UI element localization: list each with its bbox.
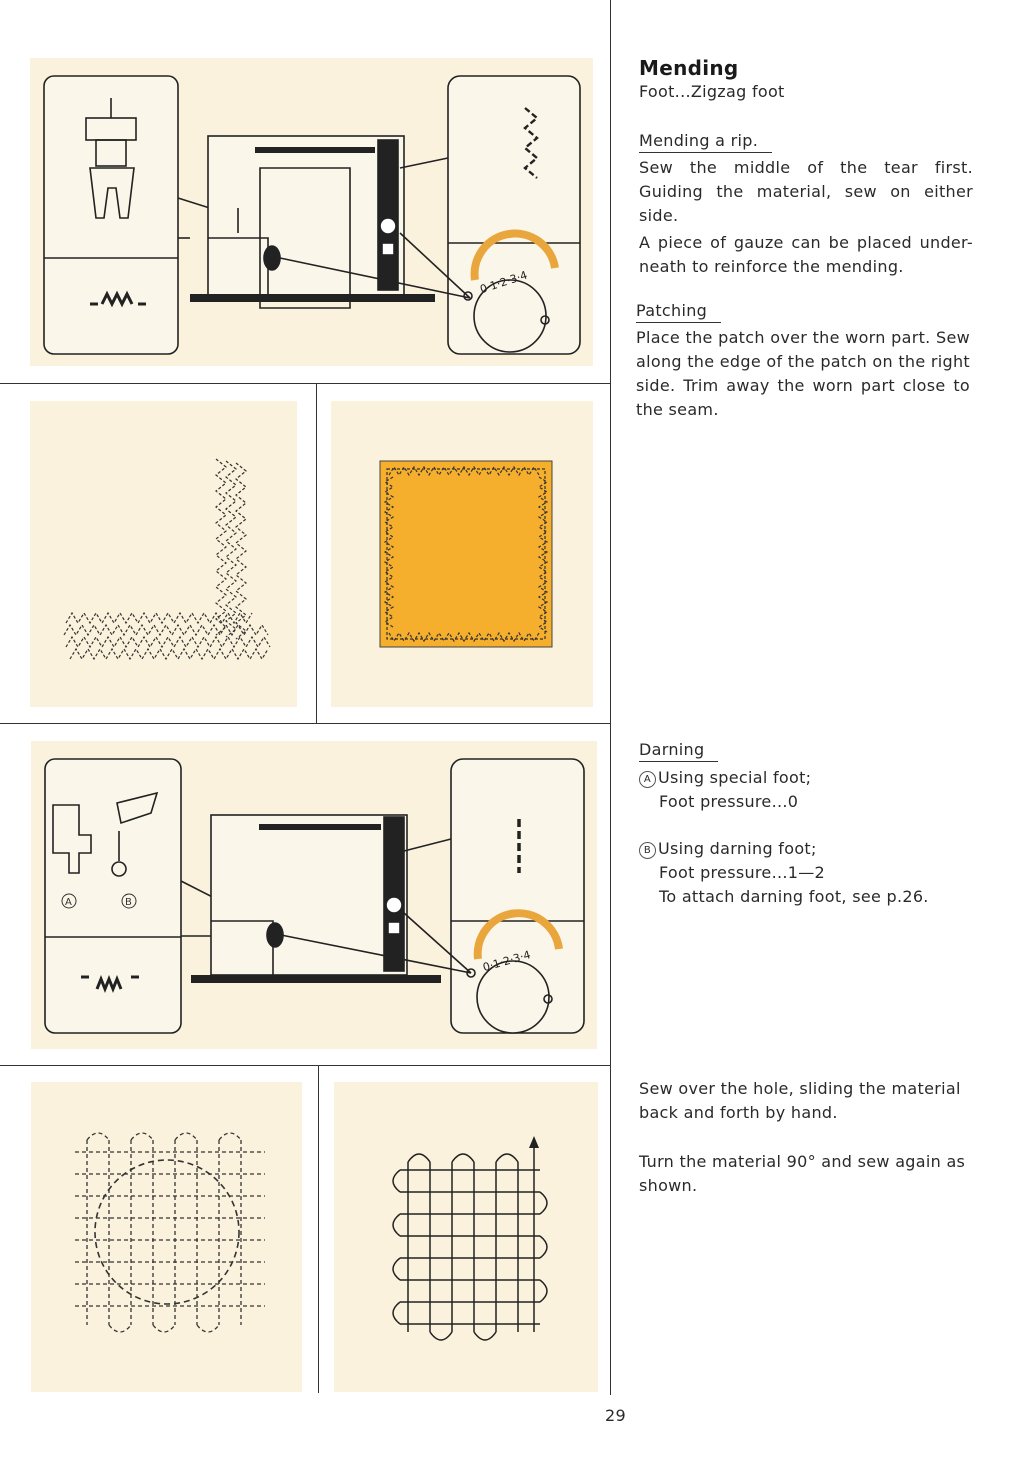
mending-rip-para2: A piece of gauze can be placed under- neath to reinforce the mending.	[639, 233, 973, 276]
darning-option-a-label: Using special foot;	[658, 768, 812, 787]
machine-setup-illustration-2	[31, 741, 597, 1049]
darning-grid-illustration	[31, 1082, 302, 1392]
rip-zigzag-illustration	[30, 401, 297, 707]
marker-b-icon: B	[639, 842, 656, 859]
darning-option-b-pressure: Foot pressure...1—2	[659, 863, 825, 882]
page-number: 29	[605, 1406, 626, 1425]
figure-darning-setup	[31, 741, 597, 1049]
figure-darning-hole	[31, 1082, 302, 1392]
darning-option-b	[639, 837, 817, 861]
patching-heading: Patching	[636, 300, 721, 323]
mending-rip-heading-wrap	[639, 129, 772, 153]
darning-step1: Sew over the hole, sliding the material back and forth by hand.	[639, 1079, 961, 1122]
darning-option-a-pressure: Foot pressure...0	[659, 792, 799, 811]
dial-numbers-2: 0·1·2·3·4	[481, 948, 533, 975]
darning-option-b-label: Using darning foot;	[658, 839, 817, 858]
marker-a-icon: A	[639, 771, 656, 788]
figure-patching	[331, 401, 593, 707]
darning-heading-wrap	[639, 738, 718, 762]
foot-label-b-letter: B	[125, 897, 132, 908]
patching-para: Place the patch over the worn part. Sew along the edge of the patch on the right side. Trim away the worn part close to the seam.	[636, 328, 970, 419]
mending-rip-para1: Sew the middle of the tear first. Guiding the material, sew on either side.	[639, 158, 973, 225]
machine-setup-illustration-1	[30, 58, 593, 366]
figure-darning-turned	[334, 1082, 598, 1392]
darning-step2: Turn the material 90° and sew again as shown.	[639, 1152, 966, 1195]
patch-illustration	[331, 401, 593, 707]
darning-heading: Darning	[639, 739, 718, 762]
row-divider-2	[0, 723, 611, 724]
darning-option-b-note: To attach darning foot, see p.26.	[659, 887, 929, 906]
row-divider-1	[0, 383, 611, 384]
darning-weave-illustration	[334, 1082, 598, 1392]
darning-option-a	[639, 766, 811, 790]
figure-mending-setup	[30, 58, 593, 366]
cell-divider-2	[318, 1065, 319, 1393]
mending-foot: Foot...Zigzag foot	[639, 82, 785, 101]
mending-title: Mending	[639, 56, 739, 80]
mending-rip-heading: Mending a rip.	[639, 130, 772, 153]
patching-heading-wrap	[636, 299, 721, 323]
foot-label-a-letter: A	[65, 897, 72, 908]
cell-divider-1	[316, 383, 317, 723]
figure-rip-stitch	[30, 401, 297, 707]
row-divider-3	[0, 1065, 611, 1066]
dial-numbers-1: 0·1·2·3·4	[478, 268, 529, 297]
column-divider	[610, 0, 611, 1395]
